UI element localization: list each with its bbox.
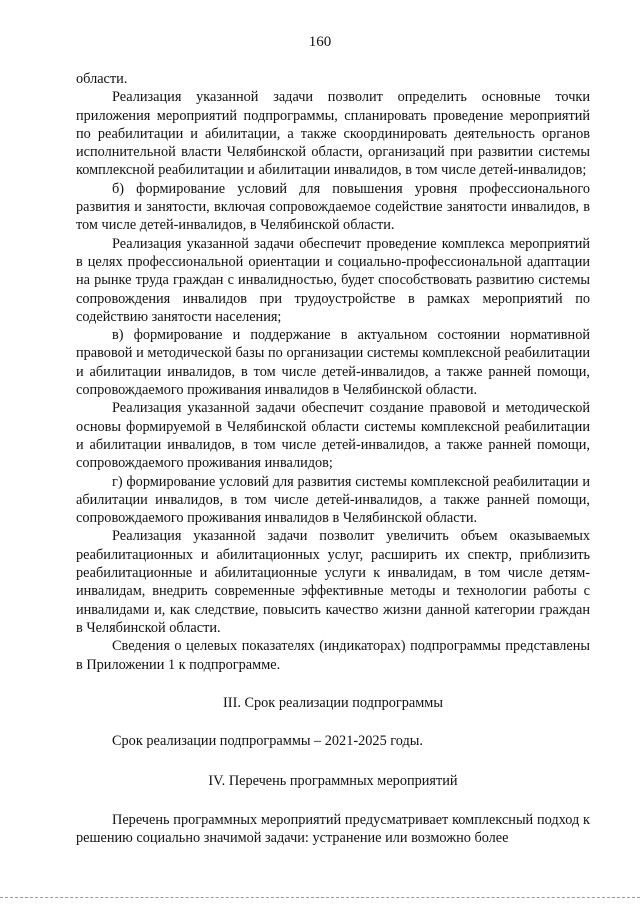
page-number: 160: [308, 34, 332, 50]
paragraph-task-c: в) формирование и поддержание в актуальном состоянии нормативной правовой и методической базы по организации системы комплексной реабилитации и абилитации инвалидов, в том числе детей-инвалидов, а также ранней помощи, сопровождаемого проживания инвалидов в Челябинской области.: [76, 327, 590, 399]
paragraph-task-d: г) формирование условий для развития системы комплексной реабилитации и абилитации инвалидов, в том числе детей-инвалидов, а также ранней помощи, сопровождаемого проживания инвалидов в Челябинской области.: [76, 473, 590, 527]
paragraph-task-b-result: Реализация указанной задачи обеспечит проведение комплекса мероприятий в целях профессиональной ориентации и социально-профессиональной адаптации на рынке труда граждан с инвалидностью, будет способствовать развитию системы сопровождения инвалидов при трудоустройстве в рамках мероприятий по содействию занятости населения;: [76, 235, 590, 325]
document-body: [76, 70, 590, 847]
paragraph-task-d-result: Реализация указанной задачи позволит увеличить объем оказываемых реабилитационных и абилитационных услуг, расширить их спектр, приблизить реабилитационные и абилитационные услуги к инвалидам, в том числе детям-инвалидам, внедрить современные эффективные методы и технологии работы с инвалидами и, как следствие, повысить качество жизни данной категории граждан в Челябинской области.: [76, 528, 590, 636]
paragraph-activities: Перечень программных мероприятий предусматривает комплексный подход к решению социально значимой задачи: устранение или возможно более: [76, 811, 590, 846]
paragraph-task-a-result: Реализация указанной задачи позволит определить основные точки приложения мероприятий подпрограммы, спланировать проведение мероприятий по реабилитации и абилитации, а также скоординировать деятельность органов исполнительной власти Челябинской области, организаций при развитии системы комплексной реабилитации и абилитации инвалидов, в том числе детей-инвалидов;: [76, 89, 590, 179]
paragraph-indicators: Сведения о целевых показателях (индикаторах) подпрограммы представлены в Приложении 1 к подпрограмме.: [76, 638, 590, 673]
section-heading-activities: IV. Перечень программных мероприятий: [208, 773, 458, 790]
paragraph-task-b: б) формирование условий для повышения уровня профессионального развития и занятости, включая сопровождаемое содействие занятости инвалидов, в том числе детей-инвалидов, в Челябинской области.: [76, 180, 590, 234]
page-bottom-rule: [0, 897, 640, 898]
paragraph-timeline: Срок реализации подпрограммы – 2021-2025 годы.: [112, 733, 423, 750]
section-heading-timeline: III. Срок реализации подпрограммы: [223, 694, 443, 711]
paragraph-task-c-result: Реализация указанной задачи обеспечит создание правовой и методической основы формируемой в Челябинской области системы комплексной реабилитации и абилитации инвалидов, в том числе детей-инвалидов, а также ранней помощи, сопровождаемого проживания инвалидов;: [76, 400, 590, 472]
paragraph-continuation: области.: [76, 71, 128, 87]
